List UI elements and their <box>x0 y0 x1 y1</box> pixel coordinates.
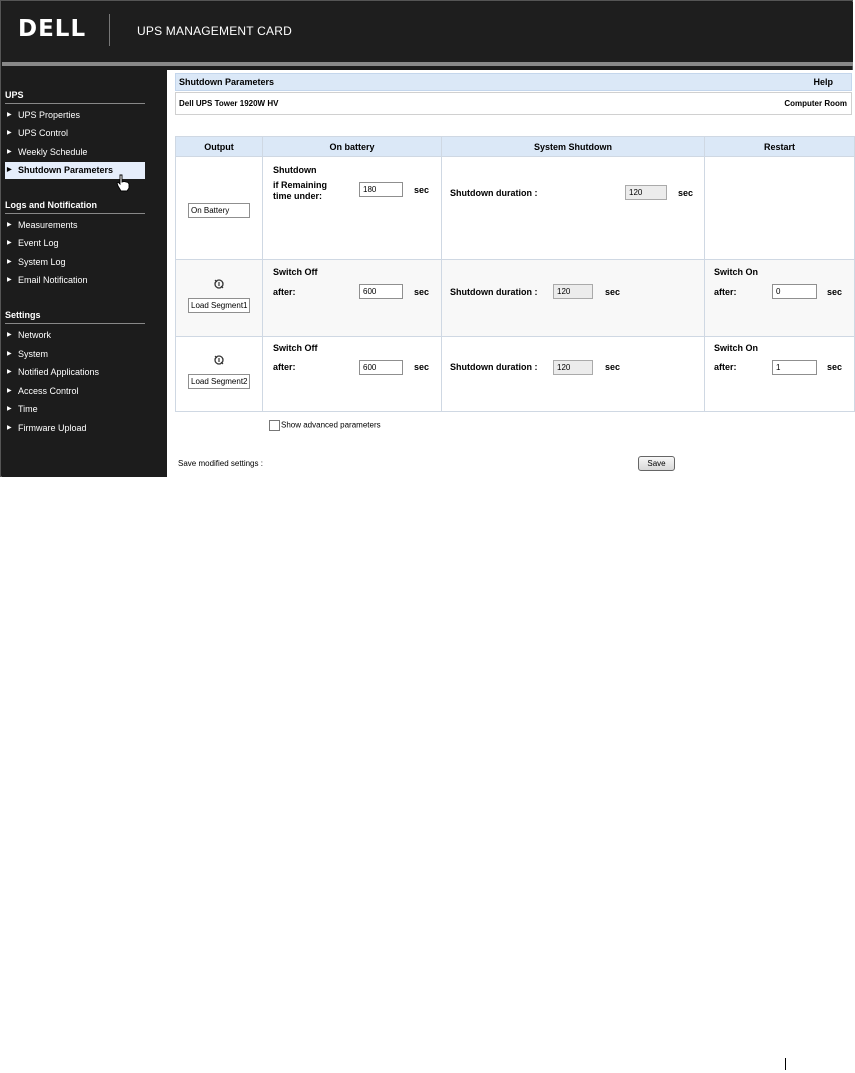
on-battery-cell <box>263 157 442 260</box>
sidebar-section-logs: Logs and Notification <box>5 200 97 210</box>
sidebar-item-label: Time <box>18 404 38 414</box>
sidebar-item-measurements[interactable] <box>5 217 145 234</box>
sidebar-item-system[interactable] <box>5 346 145 363</box>
sidebar-item-label: System <box>18 349 49 359</box>
chevron-right-icon: ▶ <box>7 222 12 228</box>
chevron-right-icon: ▶ <box>7 259 12 265</box>
output-label: On Battery <box>188 203 250 218</box>
advanced-checkbox[interactable] <box>269 420 280 431</box>
column-header: Restart <box>705 137 855 157</box>
table-row <box>176 337 855 412</box>
switch-off-input[interactable] <box>359 360 403 375</box>
output-cell <box>176 337 263 412</box>
chevron-right-icon: ▶ <box>7 351 12 357</box>
unit-label: sec <box>678 188 694 198</box>
sidebar-item-notified-applications[interactable] <box>5 364 145 381</box>
sidebar-item-email-notification[interactable] <box>5 272 145 289</box>
restart-label: after: <box>714 362 737 372</box>
restart-cell <box>705 260 855 337</box>
pointer-hand-icon <box>116 174 130 192</box>
sidebar-item-ups-control[interactable] <box>5 125 145 142</box>
sidebar-item-label: Firmware Upload <box>18 423 87 433</box>
sidebar-item-label: Weekly Schedule <box>18 147 88 157</box>
save-button[interactable]: Save <box>638 456 675 471</box>
system-shutdown-cell <box>442 337 705 412</box>
device-location: Computer Room <box>784 99 847 108</box>
sidebar-item-label: Shutdown Parameters <box>18 165 114 175</box>
output-cell <box>176 157 263 260</box>
chevron-right-icon: ▶ <box>7 425 12 431</box>
sidebar-item-label: UPS Properties <box>18 110 81 120</box>
column-header: On battery <box>263 137 442 157</box>
chevron-right-icon: ▶ <box>7 369 12 375</box>
sidebar-section-ups: UPS <box>5 90 24 100</box>
sidebar-item-label: Event Log <box>18 238 59 248</box>
title-bar <box>175 73 852 91</box>
sidebar-item-event-log[interactable] <box>5 235 145 252</box>
battery-title: Switch Off <box>273 343 318 353</box>
system-shutdown-cell <box>442 260 705 337</box>
unit-label: sec <box>605 362 621 372</box>
shutdown-duration-label: Shutdown duration : <box>450 188 538 198</box>
shutdown-duration-input[interactable] <box>625 185 667 200</box>
battery-label: if Remaining time under: <box>273 180 328 201</box>
sidebar-item-access-control[interactable] <box>5 383 145 400</box>
sidebar-item-label: UPS Control <box>18 128 69 138</box>
chevron-right-icon: ▶ <box>7 167 12 173</box>
switch-on-input[interactable] <box>772 284 817 299</box>
sidebar <box>2 70 167 477</box>
unit-label: sec <box>414 287 430 297</box>
sidebar-item-label: Measurements <box>18 220 78 230</box>
header-stripe <box>2 62 853 66</box>
advanced-parameters-toggle[interactable] <box>269 420 381 431</box>
battery-label: after: <box>273 362 296 372</box>
device-name: Dell UPS Tower 1920W HV <box>179 99 279 108</box>
output-label: Load Segment2 <box>188 374 250 389</box>
app-window <box>0 0 853 477</box>
chevron-right-icon: ▶ <box>7 332 12 338</box>
load-segment-icon <box>213 354 225 366</box>
shutdown-duration-label: Shutdown duration : <box>450 287 538 297</box>
dell-logo <box>18 16 86 42</box>
shutdown-duration-input[interactable] <box>553 360 593 375</box>
switch-off-input[interactable] <box>359 284 403 299</box>
sidebar-item-system-log[interactable] <box>5 254 145 271</box>
on-battery-cell <box>263 337 442 412</box>
column-header: Output <box>176 137 263 157</box>
chevron-right-icon: ▶ <box>7 112 12 118</box>
logo-text: DELL <box>18 16 87 42</box>
header-divider <box>109 14 110 46</box>
sidebar-item-network[interactable] <box>5 327 145 344</box>
sidebar-item-ups-properties[interactable] <box>5 107 145 124</box>
sidebar-item-label: Notified Applications <box>18 367 100 377</box>
battery-title: Switch Off <box>273 267 318 277</box>
page-title: Shutdown Parameters <box>179 77 275 87</box>
section-divider <box>5 103 145 104</box>
main-panel <box>167 70 853 477</box>
remaining-time-input[interactable] <box>359 182 403 197</box>
load-segment-icon <box>213 278 225 290</box>
system-shutdown-cell <box>442 157 705 260</box>
restart-label: after: <box>714 287 737 297</box>
restart-title: Switch On <box>714 343 759 353</box>
output-label: Load Segment1 <box>188 298 250 313</box>
switch-on-input[interactable] <box>772 360 817 375</box>
chevron-right-icon: ▶ <box>7 240 12 246</box>
restart-cell <box>705 157 855 260</box>
chevron-right-icon: ▶ <box>7 406 12 412</box>
sidebar-item-label: Email Notification <box>18 275 88 285</box>
unit-label: sec <box>605 287 621 297</box>
save-settings-label: Save modified settings : <box>178 459 263 468</box>
shutdown-duration-input[interactable] <box>553 284 593 299</box>
app-title: UPS MANAGEMENT CARD <box>137 24 292 38</box>
chevron-right-icon: ▶ <box>7 277 12 283</box>
section-divider <box>5 323 145 324</box>
chevron-right-icon: ▶ <box>7 149 12 155</box>
battery-label: after: <box>273 287 296 297</box>
help-link[interactable]: Help <box>813 77 833 87</box>
restart-cell <box>705 337 855 412</box>
device-bar <box>175 92 852 115</box>
sidebar-item-weekly-schedule[interactable] <box>5 144 145 161</box>
table-header-row <box>176 137 855 157</box>
section-divider <box>5 213 145 214</box>
battery-title: Shutdown <box>273 165 317 175</box>
unit-label: sec <box>414 362 430 372</box>
unit-label: sec <box>414 185 430 195</box>
on-battery-cell <box>263 260 442 337</box>
shutdown-duration-label: Shutdown duration : <box>450 362 538 372</box>
column-header: System Shutdown <box>442 137 705 157</box>
top-header <box>2 2 853 62</box>
sidebar-item-label: System Log <box>18 257 66 267</box>
output-cell <box>176 260 263 337</box>
table-row <box>176 260 855 337</box>
chevron-right-icon: ▶ <box>7 388 12 394</box>
sidebar-item-label: Access Control <box>18 386 79 396</box>
sidebar-section-settings: Settings <box>5 310 41 320</box>
sidebar-item-time[interactable] <box>5 401 145 418</box>
sidebar-item-firmware-upload[interactable] <box>5 420 145 437</box>
chevron-right-icon: ▶ <box>7 130 12 136</box>
advanced-label: Show advanced parameters <box>281 420 381 430</box>
page-footer-divider <box>785 1058 786 1070</box>
shutdown-table <box>175 136 855 412</box>
restart-title: Switch On <box>714 267 759 277</box>
unit-label: sec <box>827 362 843 372</box>
unit-label: sec <box>827 287 843 297</box>
table-row <box>176 157 855 260</box>
sidebar-item-label: Network <box>18 330 52 340</box>
